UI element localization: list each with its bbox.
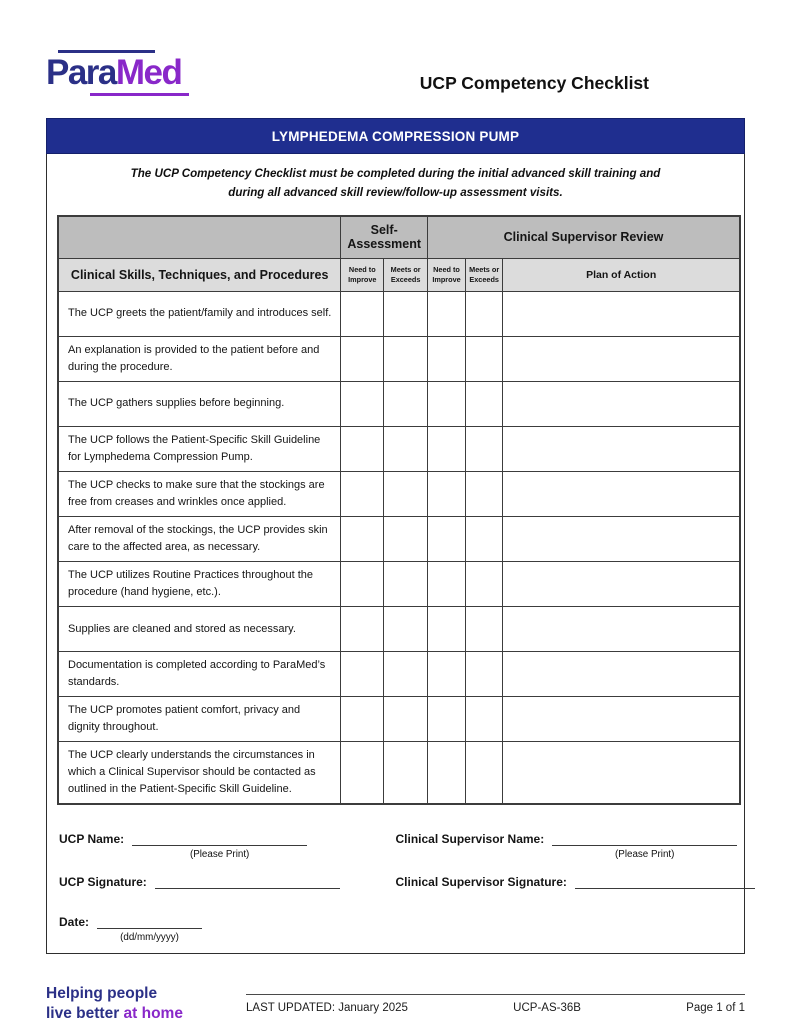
table-row — [58, 516, 740, 561]
review-meets-cell[interactable] — [466, 381, 503, 426]
form-body — [46, 154, 745, 954]
self-assessment-group-header: Self-Assessment — [341, 216, 428, 258]
self-meets-cell[interactable] — [384, 336, 428, 381]
self-need-cell[interactable] — [341, 426, 384, 471]
ucp-name-print-hint: (Please Print) — [189, 849, 250, 861]
table-row — [58, 652, 740, 697]
review-meets-cell[interactable] — [466, 336, 503, 381]
logo-text-para: Para — [46, 52, 116, 92]
plan-of-action-cell[interactable] — [503, 652, 740, 697]
review-need-cell[interactable] — [428, 291, 466, 336]
paramed-tagline — [46, 984, 246, 1023]
self-need-cell[interactable] — [341, 742, 384, 805]
skill-text: The UCP promotes patient comfort, privacy and dignity throughout. — [58, 697, 341, 742]
skill-text: The UCP utilizes Routine Practices throughout the procedure (hand hygiene, etc.). — [58, 561, 341, 606]
ucp-name-field — [59, 830, 396, 860]
self-need-cell[interactable] — [341, 471, 384, 516]
plan-of-action-cell[interactable] — [503, 607, 740, 652]
table-row — [58, 561, 740, 606]
table-row — [58, 426, 740, 471]
date-line[interactable] — [97, 913, 202, 929]
ucp-name-label: UCP Name: — [59, 832, 125, 847]
self-need-cell[interactable] — [341, 381, 384, 426]
section-banner: LYMPHEDEMA COMPRESSION PUMP — [46, 118, 745, 154]
self-meets-cell[interactable] — [384, 561, 428, 606]
self-meets-cell[interactable] — [384, 516, 428, 561]
supervisor-name-print-hint: (Please Print) — [615, 849, 675, 861]
supervisor-name-line[interactable] — [552, 830, 737, 846]
review-meets-cell[interactable] — [466, 471, 503, 516]
plan-of-action-cell[interactable] — [503, 471, 740, 516]
document-code: UCP-AS-36B — [513, 1002, 581, 1015]
skill-text: Supplies are cleaned and stored as necessary. — [58, 607, 341, 652]
review-need-cell[interactable] — [428, 516, 466, 561]
plan-of-action-cell[interactable] — [503, 426, 740, 471]
review-meets-cell[interactable] — [466, 291, 503, 336]
review-meets-cell[interactable] — [466, 561, 503, 606]
review-meets-cell[interactable] — [466, 516, 503, 561]
table-row — [58, 471, 740, 516]
table-row — [58, 742, 740, 805]
self-meets-cell[interactable] — [384, 471, 428, 516]
self-meets-cell[interactable] — [384, 697, 428, 742]
skill-text: The UCP greets the patient/family and introduces self. — [58, 291, 341, 336]
footer-divider — [246, 994, 745, 995]
self-meets-cell[interactable] — [384, 742, 428, 805]
instruction-note — [47, 154, 744, 215]
skill-text: An explanation is provided to the patient before and during the procedure. — [58, 336, 341, 381]
plan-of-action-cell[interactable] — [503, 561, 740, 606]
review-need-cell[interactable] — [428, 652, 466, 697]
self-need-to-improve-header: Need to Improve — [341, 258, 384, 291]
table-row — [58, 607, 740, 652]
instruction-line1: The UCP Competency Checklist must be completed during the initial advanced skill training and — [130, 167, 661, 180]
review-meets-or-exceeds-header: Meets or Exceeds — [466, 258, 503, 291]
review-meets-cell[interactable] — [466, 742, 503, 805]
review-need-to-improve-header: Need to Improve — [428, 258, 466, 291]
date-format-hint: (dd/mm/yyyy) — [120, 932, 179, 944]
table-row — [58, 381, 740, 426]
review-need-cell[interactable] — [428, 426, 466, 471]
review-meets-cell[interactable] — [466, 652, 503, 697]
name-row — [59, 830, 732, 860]
supervisor-signature-field — [396, 873, 733, 889]
self-meets-cell[interactable] — [384, 426, 428, 471]
date-row — [59, 913, 732, 943]
plan-of-action-header: Plan of Action — [503, 258, 740, 291]
instruction-line2: during all advanced skill review/follow-up assessment visits. — [228, 185, 563, 199]
self-need-cell[interactable] — [341, 652, 384, 697]
page-number: Page 1 of 1 — [686, 1002, 745, 1015]
table-group-header-row — [58, 216, 740, 258]
supervisor-review-group-header: Clinical Supervisor Review — [428, 216, 740, 258]
supervisor-name-field — [396, 830, 733, 860]
self-need-cell[interactable] — [341, 516, 384, 561]
tagline-line1: Helping people — [46, 985, 158, 1003]
tagline-line2-purple: at home — [123, 1004, 183, 1022]
plan-of-action-cell[interactable] — [503, 291, 740, 336]
supervisor-name-label: Clinical Supervisor Name: — [395, 832, 545, 847]
table-row — [58, 291, 740, 336]
review-need-cell[interactable] — [428, 381, 466, 426]
logo-text-med: Med — [115, 52, 182, 92]
self-need-cell[interactable] — [341, 607, 384, 652]
review-need-cell[interactable] — [428, 471, 466, 516]
table-row — [58, 697, 740, 742]
tagline-line2-navy: live better — [46, 1004, 124, 1022]
ucp-signature-field — [59, 873, 396, 889]
skills-group-header-blank — [58, 216, 341, 258]
table-column-header-row — [58, 258, 740, 291]
review-need-cell[interactable] — [428, 742, 466, 805]
last-updated-text: LAST UPDATED: January 2025 — [246, 1002, 408, 1015]
date-field — [59, 913, 396, 943]
plan-of-action-cell[interactable] — [503, 381, 740, 426]
review-need-cell[interactable] — [428, 607, 466, 652]
plan-of-action-cell[interactable] — [503, 742, 740, 805]
review-need-cell[interactable] — [428, 336, 466, 381]
skill-text: The UCP checks to make sure that the stockings are free from creases and wrinkles once applied. — [58, 471, 341, 516]
self-meets-cell[interactable] — [384, 607, 428, 652]
self-meets-cell[interactable] — [384, 291, 428, 336]
logo-wordmark — [46, 52, 189, 92]
date-label: Date: — [59, 915, 90, 930]
plan-of-action-cell[interactable] — [503, 697, 740, 742]
top-header — [46, 40, 745, 96]
skill-text: The UCP gathers supplies before beginning. — [58, 381, 341, 426]
self-need-cell[interactable] — [341, 697, 384, 742]
self-need-cell[interactable] — [341, 291, 384, 336]
table-row — [58, 336, 740, 381]
plan-of-action-cell[interactable] — [503, 336, 740, 381]
ucp-name-line[interactable] — [132, 830, 307, 846]
skill-text: Documentation is completed according to ParaMed’s standards. — [58, 652, 341, 697]
paramed-logo — [46, 50, 189, 96]
logo-bottom-rule — [90, 93, 189, 96]
page-footer — [46, 984, 745, 1023]
supervisor-signature-label: Clinical Supervisor Signature: — [395, 875, 567, 890]
review-need-cell[interactable] — [428, 561, 466, 606]
skill-text: After removal of the stockings, the UCP provides skin care to the affected area, as necessary. — [58, 516, 341, 561]
review-need-cell[interactable] — [428, 697, 466, 742]
self-meets-cell[interactable] — [384, 381, 428, 426]
page-title: UCP Competency Checklist — [419, 73, 649, 93]
review-meets-cell[interactable] — [466, 607, 503, 652]
signature-row — [59, 873, 732, 889]
review-meets-cell[interactable] — [466, 697, 503, 742]
self-meets-cell[interactable] — [384, 652, 428, 697]
supervisor-signature-line[interactable] — [575, 873, 755, 889]
footer-meta — [246, 984, 745, 1014]
signature-section — [47, 805, 744, 943]
self-need-cell[interactable] — [341, 336, 384, 381]
self-meets-or-exceeds-header: Meets or Exceeds — [384, 258, 428, 291]
plan-of-action-cell[interactable] — [503, 516, 740, 561]
skill-text: The UCP clearly understands the circumstances in which a Clinical Supervisor should be contacted as outlined in the Patient-Specific Skill Guideline. — [58, 742, 341, 805]
review-meets-cell[interactable] — [466, 426, 503, 471]
ucp-signature-label: UCP Signature: — [59, 875, 147, 890]
ucp-signature-line[interactable] — [155, 873, 340, 889]
competency-table — [57, 215, 741, 805]
skill-text: The UCP follows the Patient-Specific Skill Guideline for Lymphedema Compression Pump. — [58, 426, 341, 471]
skills-column-header: Clinical Skills, Techniques, and Procedures — [58, 258, 341, 291]
self-need-cell[interactable] — [341, 561, 384, 606]
